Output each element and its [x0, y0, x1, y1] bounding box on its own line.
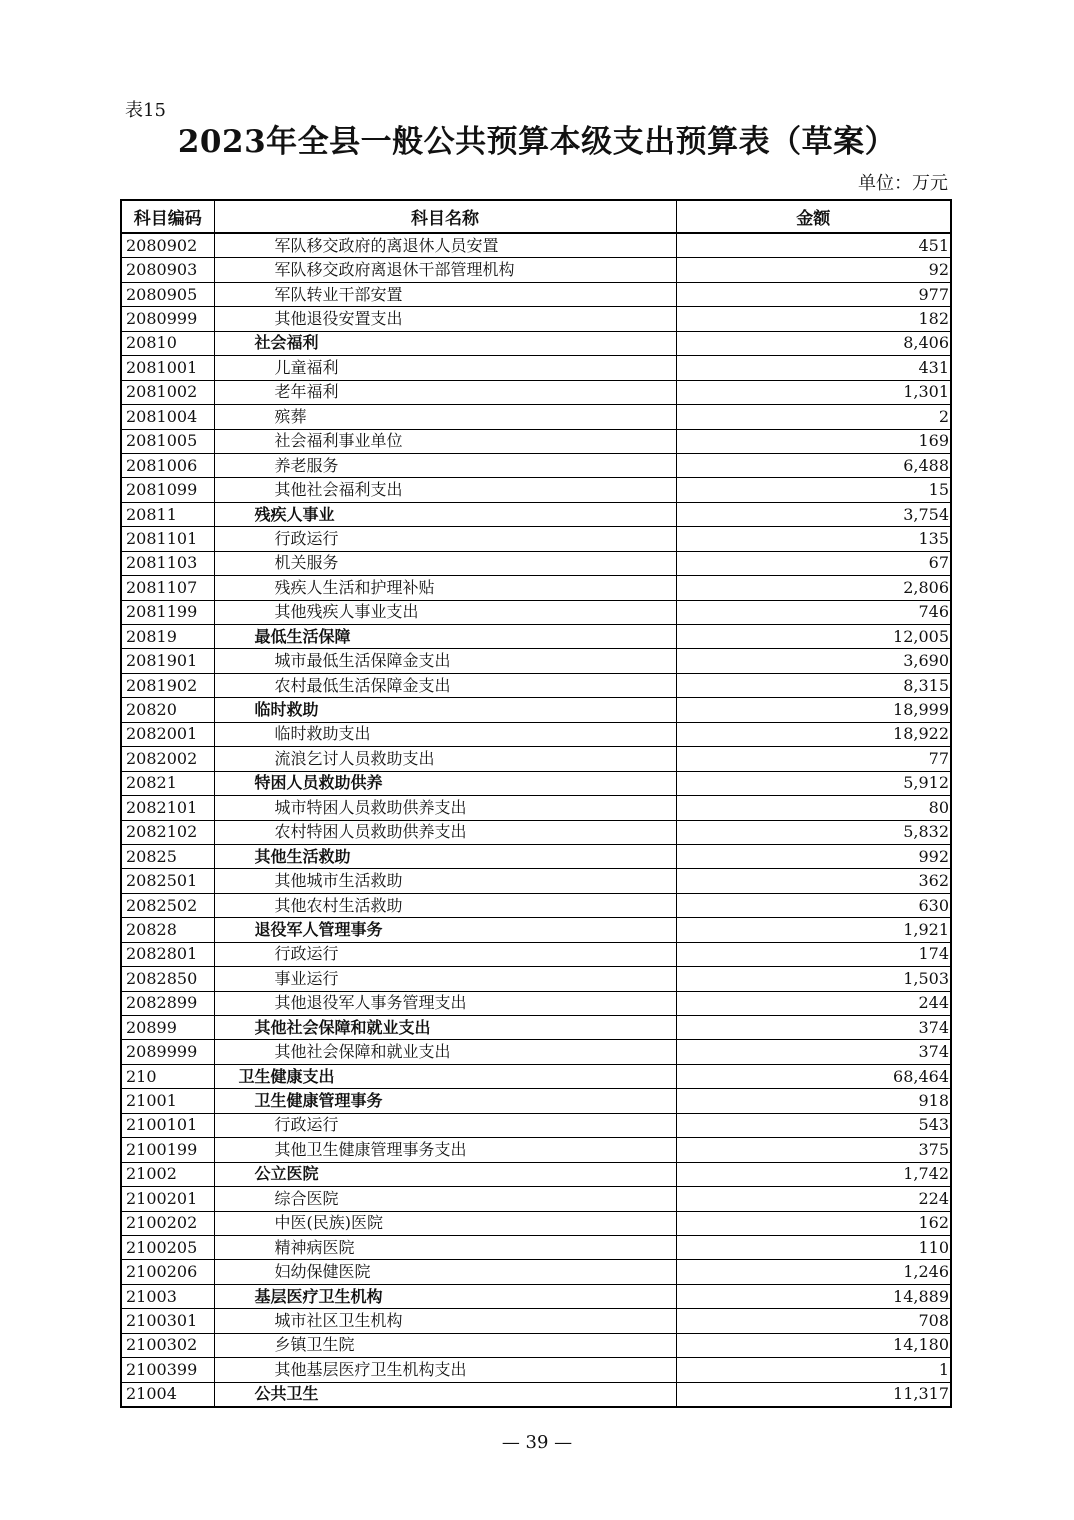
amount-cell: 67	[676, 551, 951, 575]
subject-name-cell: 中医(民族)医院	[214, 1211, 676, 1235]
table-row	[121, 1162, 951, 1186]
amount-cell: 18,999	[676, 698, 951, 722]
subject-code-cell: 21002	[121, 1162, 214, 1186]
subject-name-cell: 城市特困人员救助供养支出	[214, 796, 676, 820]
subject-name-cell: 其他社会福利支出	[214, 478, 676, 502]
subject-code-cell: 20819	[121, 625, 214, 649]
subject-name-cell: 特困人员救助供养	[214, 771, 676, 795]
table-row	[121, 1284, 951, 1308]
subject-name-cell: 儿童福利	[214, 356, 676, 380]
subject-name-cell: 殡葬	[214, 405, 676, 429]
table-row	[121, 918, 951, 942]
amount-cell: 374	[676, 1040, 951, 1064]
subject-name-cell: 事业运行	[214, 967, 676, 991]
amount-cell: 15	[676, 478, 951, 502]
subject-code-cell: 2081001	[121, 356, 214, 380]
amount-cell: 3,754	[676, 502, 951, 526]
subject-name-cell: 妇幼保健医院	[214, 1260, 676, 1284]
amount-cell: 992	[676, 844, 951, 868]
subject-name-cell: 机关服务	[214, 551, 676, 575]
table-row	[121, 453, 951, 477]
table-row	[121, 527, 951, 551]
amount-cell: 6,488	[676, 453, 951, 477]
subject-code-cell: 20828	[121, 918, 214, 942]
amount-cell: 135	[676, 527, 951, 551]
table-row	[121, 1382, 951, 1407]
amount-cell: 1,503	[676, 967, 951, 991]
table-row	[121, 1260, 951, 1284]
amount-cell: 80	[676, 796, 951, 820]
subject-name-cell: 综合医院	[214, 1187, 676, 1211]
table-row	[121, 1016, 951, 1040]
table-row	[121, 331, 951, 355]
amount-cell: 244	[676, 991, 951, 1015]
subject-name-cell: 基层医疗卫生机构	[214, 1284, 676, 1308]
subject-name-cell: 行政运行	[214, 942, 676, 966]
amount-cell: 92	[676, 258, 951, 282]
subject-code-cell: 2081103	[121, 551, 214, 575]
amount-cell: 174	[676, 942, 951, 966]
amount-cell: 374	[676, 1016, 951, 1040]
table-row	[121, 429, 951, 453]
subject-code-cell: 2081002	[121, 380, 214, 404]
table-row	[121, 1089, 951, 1113]
table-row	[121, 405, 951, 429]
amount-cell: 12,005	[676, 625, 951, 649]
amount-cell: 362	[676, 869, 951, 893]
amount-cell: 708	[676, 1309, 951, 1333]
amount-cell: 8,315	[676, 673, 951, 697]
subject-code-cell: 2081902	[121, 673, 214, 697]
subject-code-cell: 2082502	[121, 893, 214, 917]
amount-cell: 169	[676, 429, 951, 453]
table-row	[121, 478, 951, 502]
amount-cell: 375	[676, 1138, 951, 1162]
subject-code-cell: 21001	[121, 1089, 214, 1113]
subject-name-cell: 社会福利事业单位	[214, 429, 676, 453]
subject-name-cell: 其他城市生活救助	[214, 869, 676, 893]
subject-code-cell: 2100205	[121, 1235, 214, 1259]
subject-code-cell: 20811	[121, 502, 214, 526]
budget-table	[120, 199, 952, 1408]
table-row	[121, 356, 951, 380]
amount-cell: 11,317	[676, 1382, 951, 1407]
subject-name-cell: 临时救助支出	[214, 722, 676, 746]
subject-code-cell: 2100101	[121, 1113, 214, 1137]
table-row	[121, 967, 951, 991]
subject-code-cell: 2082101	[121, 796, 214, 820]
amount-cell: 746	[676, 600, 951, 624]
subject-code-cell: 2081099	[121, 478, 214, 502]
unit-label: 单位：万元	[858, 173, 948, 194]
subject-code-cell: 2080905	[121, 282, 214, 306]
table-row	[121, 1187, 951, 1211]
table-row	[121, 1064, 951, 1088]
header-subject-code: 科目编码	[121, 200, 214, 233]
subject-name-cell: 其他生活救助	[214, 844, 676, 868]
subject-code-cell: 2082501	[121, 869, 214, 893]
amount-cell: 224	[676, 1187, 951, 1211]
subject-code-cell: 2100302	[121, 1333, 214, 1357]
amount-cell: 2,806	[676, 576, 951, 600]
table-row	[121, 1040, 951, 1064]
subject-code-cell: 2082001	[121, 722, 214, 746]
subject-name-cell: 老年福利	[214, 380, 676, 404]
subject-name-cell: 残疾人事业	[214, 502, 676, 526]
subject-name-cell: 残疾人生活和护理补贴	[214, 576, 676, 600]
table-row	[121, 1138, 951, 1162]
table-row	[121, 771, 951, 795]
table-row	[121, 1333, 951, 1357]
subject-code-cell: 2082801	[121, 942, 214, 966]
subject-code-cell: 2081107	[121, 576, 214, 600]
amount-cell: 14,180	[676, 1333, 951, 1357]
amount-cell: 918	[676, 1089, 951, 1113]
subject-name-cell: 社会福利	[214, 331, 676, 355]
subject-name-cell: 城市最低生活保障金支出	[214, 649, 676, 673]
table-row	[121, 796, 951, 820]
subject-code-cell: 2081005	[121, 429, 214, 453]
table-row	[121, 722, 951, 746]
amount-cell: 5,832	[676, 820, 951, 844]
subject-name-cell: 公立医院	[214, 1162, 676, 1186]
table-row	[121, 747, 951, 771]
amount-cell: 1,246	[676, 1260, 951, 1284]
amount-cell: 14,889	[676, 1284, 951, 1308]
amount-cell: 77	[676, 747, 951, 771]
table-row	[121, 551, 951, 575]
subject-code-cell: 21004	[121, 1382, 214, 1407]
table-row	[121, 1113, 951, 1137]
subject-code-cell: 2081901	[121, 649, 214, 673]
table-row	[121, 698, 951, 722]
subject-code-cell: 2100399	[121, 1358, 214, 1382]
subject-code-cell: 20810	[121, 331, 214, 355]
subject-name-cell: 其他社会保障和就业支出	[214, 1016, 676, 1040]
subject-code-cell: 2080902	[121, 233, 214, 258]
subject-code-cell: 2082002	[121, 747, 214, 771]
table-row	[121, 844, 951, 868]
table-row	[121, 869, 951, 893]
subject-code-cell: 210	[121, 1064, 214, 1088]
amount-cell: 1,301	[676, 380, 951, 404]
subject-code-cell: 2080903	[121, 258, 214, 282]
amount-cell: 1,742	[676, 1162, 951, 1186]
table-row	[121, 233, 951, 258]
subject-name-cell: 军队转业干部安置	[214, 282, 676, 306]
table-row	[121, 502, 951, 526]
subject-code-cell: 2081199	[121, 600, 214, 624]
table-header-row	[121, 200, 951, 233]
table-label: 表15	[125, 100, 166, 121]
table-row	[121, 1211, 951, 1235]
table-row	[121, 282, 951, 306]
amount-cell: 18,922	[676, 722, 951, 746]
subject-code-cell: 20821	[121, 771, 214, 795]
subject-name-cell: 军队移交政府离退休干部管理机构	[214, 258, 676, 282]
subject-code-cell: 20820	[121, 698, 214, 722]
amount-cell: 182	[676, 307, 951, 331]
table-row	[121, 893, 951, 917]
subject-name-cell: 其他卫生健康管理事务支出	[214, 1138, 676, 1162]
table-row	[121, 991, 951, 1015]
amount-cell: 110	[676, 1235, 951, 1259]
subject-name-cell: 临时救助	[214, 698, 676, 722]
header-amount: 金额	[676, 200, 951, 233]
subject-code-cell: 21003	[121, 1284, 214, 1308]
subject-name-cell: 行政运行	[214, 527, 676, 551]
table-row	[121, 942, 951, 966]
table-row	[121, 576, 951, 600]
subject-name-cell: 农村最低生活保障金支出	[214, 673, 676, 697]
table-row	[121, 1358, 951, 1382]
subject-name-cell: 公共卫生	[214, 1382, 676, 1407]
subject-code-cell: 2081006	[121, 453, 214, 477]
amount-cell: 431	[676, 356, 951, 380]
amount-cell: 68,464	[676, 1064, 951, 1088]
subject-name-cell: 其他残疾人事业支出	[214, 600, 676, 624]
subject-name-cell: 退役军人管理事务	[214, 918, 676, 942]
amount-cell: 977	[676, 282, 951, 306]
amount-cell: 1	[676, 1358, 951, 1382]
subject-code-cell: 2100202	[121, 1211, 214, 1235]
header-subject-name: 科目名称	[214, 200, 676, 233]
subject-code-cell: 20825	[121, 844, 214, 868]
amount-cell: 3,690	[676, 649, 951, 673]
subject-name-cell: 军队移交政府的离退休人员安置	[214, 233, 676, 258]
table-row	[121, 258, 951, 282]
table-row	[121, 1309, 951, 1333]
subject-code-cell: 2100206	[121, 1260, 214, 1284]
subject-name-cell: 乡镇卫生院	[214, 1333, 676, 1357]
subject-code-cell: 2082102	[121, 820, 214, 844]
table-row	[121, 600, 951, 624]
subject-name-cell: 其他基层医疗卫生机构支出	[214, 1358, 676, 1382]
subject-name-cell: 其他退役安置支出	[214, 307, 676, 331]
subject-name-cell: 农村特困人员救助供养支出	[214, 820, 676, 844]
table-row	[121, 649, 951, 673]
subject-name-cell: 精神病医院	[214, 1235, 676, 1259]
subject-name-cell: 其他退役军人事务管理支出	[214, 991, 676, 1015]
subject-name-cell: 城市社区卫生机构	[214, 1309, 676, 1333]
subject-name-cell: 其他农村生活救助	[214, 893, 676, 917]
subject-code-cell: 2089999	[121, 1040, 214, 1064]
subject-code-cell: 2081101	[121, 527, 214, 551]
subject-name-cell: 最低生活保障	[214, 625, 676, 649]
subject-code-cell: 2100199	[121, 1138, 214, 1162]
table-row	[121, 307, 951, 331]
subject-name-cell: 养老服务	[214, 453, 676, 477]
page-number: — 39 —	[501, 1432, 573, 1453]
table-row	[121, 673, 951, 697]
table-row	[121, 820, 951, 844]
document-title: 2023年全县一般公共预算本级支出预算表（草案）	[177, 124, 897, 160]
subject-code-cell: 2082899	[121, 991, 214, 1015]
amount-cell: 630	[676, 893, 951, 917]
table-row	[121, 1235, 951, 1259]
subject-name-cell: 流浪乞讨人员救助支出	[214, 747, 676, 771]
subject-code-cell: 2080999	[121, 307, 214, 331]
subject-code-cell: 20899	[121, 1016, 214, 1040]
subject-name-cell: 卫生健康支出	[214, 1064, 676, 1088]
subject-name-cell: 行政运行	[214, 1113, 676, 1137]
subject-code-cell: 2100301	[121, 1309, 214, 1333]
subject-code-cell: 2082850	[121, 967, 214, 991]
table-row	[121, 625, 951, 649]
amount-cell: 2	[676, 405, 951, 429]
amount-cell: 162	[676, 1211, 951, 1235]
amount-cell: 1,921	[676, 918, 951, 942]
amount-cell: 5,912	[676, 771, 951, 795]
subject-code-cell: 2081004	[121, 405, 214, 429]
table-row	[121, 380, 951, 404]
amount-cell: 8,406	[676, 331, 951, 355]
amount-cell: 543	[676, 1113, 951, 1137]
subject-name-cell: 卫生健康管理事务	[214, 1089, 676, 1113]
amount-cell: 451	[676, 233, 951, 258]
subject-name-cell: 其他社会保障和就业支出	[214, 1040, 676, 1064]
subject-code-cell: 2100201	[121, 1187, 214, 1211]
table-body	[121, 233, 951, 1407]
